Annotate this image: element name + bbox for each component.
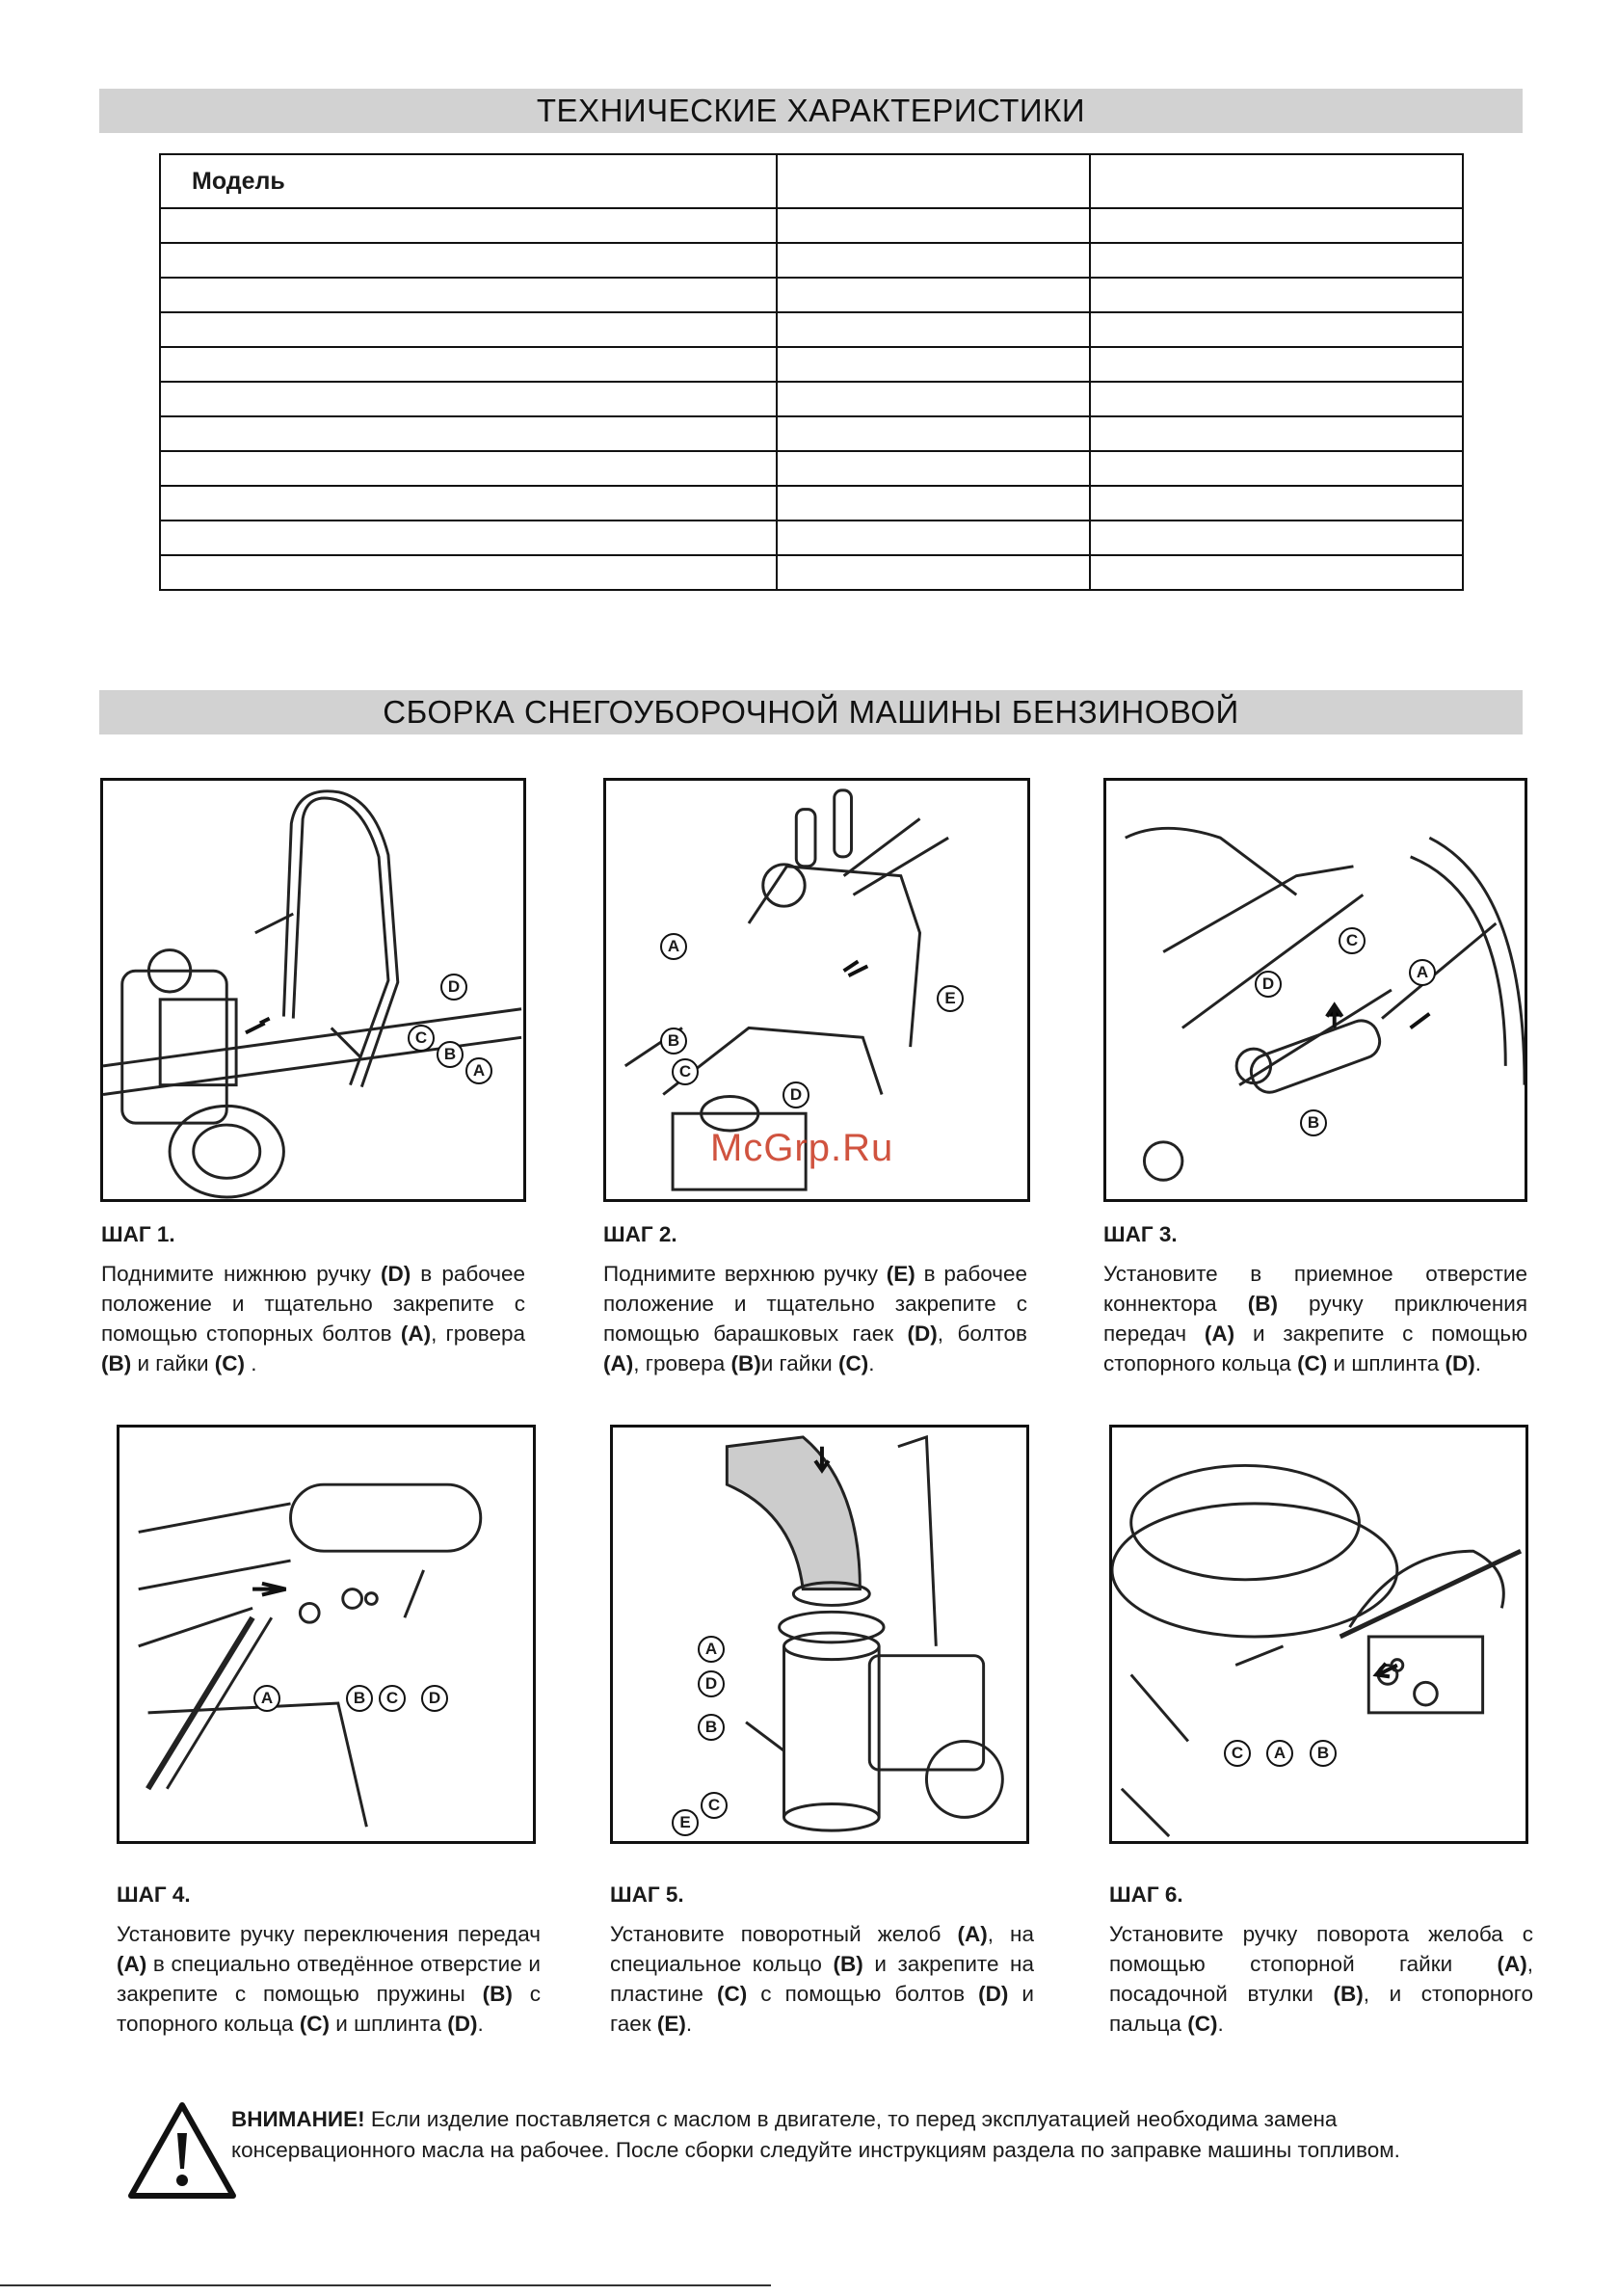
figure-step-5 bbox=[610, 1425, 1029, 1844]
figure-step-3 bbox=[1103, 778, 1527, 1202]
callout-label-a: A bbox=[660, 933, 687, 960]
part-ref: (С) bbox=[1297, 1351, 1328, 1375]
step-body bbox=[101, 1259, 525, 1378]
table-cell bbox=[160, 521, 777, 555]
part-ref: (D) bbox=[1445, 1351, 1475, 1375]
step-text-run: , гровера bbox=[633, 1351, 731, 1375]
figure-step-6 bbox=[1109, 1425, 1528, 1844]
part-ref: (С) bbox=[716, 1982, 748, 2006]
table-cell bbox=[160, 382, 777, 416]
step-text-run: в рабочее положение и тщательно закрепите с помощью барашковых гаек bbox=[603, 1262, 1028, 1346]
step-text-run: , болтов bbox=[937, 1322, 1027, 1346]
callout-label-a: A bbox=[1266, 1740, 1293, 1767]
step-body bbox=[1103, 1259, 1527, 1378]
callout-label-b: B bbox=[1310, 1740, 1337, 1767]
callout-label-b: B bbox=[698, 1714, 725, 1741]
table-row bbox=[160, 347, 1463, 382]
step-title: ШАГ 6. bbox=[1109, 1882, 1183, 1907]
step-text-run: . bbox=[1217, 2012, 1224, 2036]
table-cell bbox=[160, 243, 777, 278]
table-cell bbox=[777, 243, 1090, 278]
step-text-run: Установите ручку переключения передач bbox=[117, 1922, 541, 1946]
step-text-run: . bbox=[868, 1351, 875, 1375]
step-text-run: Поднимите нижнюю ручку bbox=[101, 1262, 381, 1286]
table-cell bbox=[1090, 278, 1463, 312]
callout-label-e: E bbox=[937, 985, 964, 1012]
step-text-run: и закрепите на пластине bbox=[610, 1952, 1034, 2006]
table-cell bbox=[1090, 555, 1463, 590]
table-cell bbox=[777, 154, 1090, 208]
step-text-run: и шплинта bbox=[330, 2012, 448, 2036]
part-ref: (В) bbox=[1247, 1292, 1278, 1316]
part-ref: (С) bbox=[299, 2012, 331, 2036]
step-text-run: Поднимите верхнюю ручку bbox=[603, 1262, 887, 1286]
part-ref: (В) bbox=[833, 1952, 863, 1976]
table-cell bbox=[777, 555, 1090, 590]
table-cell bbox=[777, 451, 1090, 486]
warning-triangle-icon bbox=[125, 2099, 239, 2201]
callout-label-b: B bbox=[660, 1028, 687, 1055]
table-cell bbox=[1090, 347, 1463, 382]
step-5-text bbox=[610, 1880, 1034, 2039]
part-ref: (А) bbox=[1497, 1952, 1527, 1976]
table-cell bbox=[160, 555, 777, 590]
step-text-run: , и стопорного пальца bbox=[1109, 1982, 1533, 2036]
table-cell bbox=[1090, 208, 1463, 243]
table-row bbox=[160, 243, 1463, 278]
figure-step-4 bbox=[117, 1425, 536, 1844]
table-cell bbox=[777, 312, 1090, 347]
illustration-gear-lever bbox=[1106, 781, 1525, 1199]
step-title: ШАГ 2. bbox=[603, 1222, 677, 1246]
step-title: ШАГ 3. bbox=[1103, 1222, 1178, 1246]
callout-label-b: B bbox=[346, 1685, 373, 1712]
part-ref: (В) bbox=[101, 1351, 132, 1375]
step-text-run: с топорного кольца bbox=[117, 1982, 541, 2036]
table-cell bbox=[777, 416, 1090, 451]
warning-body: Если изделие поставляется с маслом в двигателе, то перед эксплуатацией необходима замена консервационного масла на рабочее. После сборки следуйте инструкциям раздела по заправке машины топливом. bbox=[231, 2107, 1400, 2162]
step-text-run: . bbox=[477, 2012, 484, 2036]
illustration-chute-crank bbox=[1112, 1428, 1525, 1841]
step-4-text bbox=[117, 1880, 541, 2039]
step-6-text bbox=[1109, 1880, 1533, 2039]
part-ref: (А) bbox=[400, 1322, 432, 1346]
step-text-run: Установите ручку поворота желоба с помощью стопорной гайки bbox=[1109, 1922, 1533, 1976]
table-row bbox=[160, 555, 1463, 590]
callout-label-e: E bbox=[672, 1809, 699, 1836]
step-text-run: и шплинта bbox=[1327, 1351, 1446, 1375]
callout-label-a: A bbox=[1409, 959, 1436, 986]
callout-label-d: D bbox=[440, 974, 467, 1001]
step-title: ШАГ 5. bbox=[610, 1882, 684, 1907]
table-cell bbox=[777, 382, 1090, 416]
callout-label-a: A bbox=[698, 1636, 725, 1663]
part-ref: (А) bbox=[117, 1952, 147, 1976]
step-title: ШАГ 4. bbox=[117, 1882, 191, 1907]
footer-line bbox=[0, 2284, 771, 2286]
part-ref: (D) bbox=[907, 1322, 938, 1346]
step-3-text bbox=[1103, 1219, 1527, 1378]
table-cell bbox=[160, 208, 777, 243]
step-1-text bbox=[101, 1219, 525, 1378]
table-cell bbox=[777, 347, 1090, 382]
callout-label-c: C bbox=[1224, 1740, 1251, 1767]
table-row bbox=[160, 208, 1463, 243]
table-cell bbox=[1090, 382, 1463, 416]
step-text-run: с помощью болтов bbox=[747, 1982, 979, 2006]
section-title-specs: ТЕХНИЧЕСКИЕ ХАРАКТЕРИСТИКИ bbox=[99, 89, 1523, 133]
illustration-shift-rod bbox=[119, 1428, 533, 1841]
table-cell bbox=[777, 521, 1090, 555]
table-cell bbox=[1090, 154, 1463, 208]
callout-label-a: A bbox=[465, 1057, 492, 1084]
step-text-run: ручку приключения передач bbox=[1103, 1292, 1527, 1346]
table-cell bbox=[777, 486, 1090, 521]
table-cell bbox=[160, 312, 777, 347]
callout-label-b: B bbox=[437, 1041, 464, 1068]
table-cell bbox=[1090, 312, 1463, 347]
callout-label-c: C bbox=[672, 1058, 699, 1085]
callout-label-c: C bbox=[408, 1025, 435, 1052]
table-cell bbox=[777, 278, 1090, 312]
table-cell bbox=[1090, 243, 1463, 278]
table-cell bbox=[1090, 416, 1463, 451]
warning-text bbox=[231, 2104, 1523, 2166]
part-ref: (Е) bbox=[656, 2012, 686, 2036]
table-cell bbox=[1090, 486, 1463, 521]
part-ref: (А) bbox=[1204, 1322, 1235, 1346]
step-title: ШАГ 1. bbox=[101, 1222, 175, 1246]
callout-label-b: B bbox=[1300, 1109, 1327, 1136]
table-row bbox=[160, 278, 1463, 312]
step-text-run: . bbox=[1474, 1351, 1482, 1375]
callout-label-d: D bbox=[698, 1670, 725, 1697]
warning-label: ВНИМАНИЕ! bbox=[231, 2107, 365, 2131]
part-ref: (С) bbox=[837, 1351, 869, 1375]
callout-label-c: C bbox=[1339, 927, 1366, 954]
callout-label-d: D bbox=[1255, 971, 1282, 998]
table-cell bbox=[160, 451, 777, 486]
table-cell bbox=[160, 278, 777, 312]
step-2-text bbox=[603, 1219, 1027, 1378]
step-text-run: и закрепите с помощью стопорного кольца bbox=[1103, 1322, 1527, 1375]
step-text-run: , посадочной втулки bbox=[1109, 1952, 1533, 2006]
table-row bbox=[160, 451, 1463, 486]
table-cell bbox=[160, 486, 777, 521]
table-row bbox=[160, 382, 1463, 416]
step-text-run: в рабочее положение и тщательно закрепите с помощью стопорных болтов bbox=[101, 1262, 525, 1346]
callout-label-a: A bbox=[253, 1685, 280, 1712]
part-ref: (В) bbox=[1333, 1982, 1364, 2006]
step-text-run: Установите поворотный желоб bbox=[610, 1922, 958, 1946]
part-ref: (Е) bbox=[886, 1262, 915, 1286]
part-ref: (С) bbox=[214, 1351, 245, 1375]
callout-label-c: C bbox=[379, 1685, 406, 1712]
step-text-run: в специально отведённое отверстие и закрепите с помощью пружины bbox=[117, 1952, 541, 2006]
table-cell bbox=[1090, 521, 1463, 555]
part-ref: (D) bbox=[978, 1982, 1009, 2006]
table-cell bbox=[160, 347, 777, 382]
part-ref: (D) bbox=[447, 2012, 478, 2036]
part-ref: (В) bbox=[482, 1982, 513, 2006]
table-cell bbox=[777, 208, 1090, 243]
callout-label-c: C bbox=[701, 1792, 728, 1819]
step-body bbox=[1109, 1919, 1533, 2039]
table-row bbox=[160, 312, 1463, 347]
part-ref: (А) bbox=[957, 1922, 988, 1946]
step-body bbox=[117, 1919, 541, 2039]
part-ref: (В) bbox=[730, 1351, 761, 1375]
step-text-run: и гаек bbox=[610, 1982, 1034, 2036]
spec-table bbox=[159, 153, 1464, 591]
step-body bbox=[610, 1919, 1034, 2039]
step-body bbox=[603, 1259, 1027, 1378]
step-text-run: и гайки bbox=[760, 1351, 838, 1375]
table-cell bbox=[160, 416, 777, 451]
step-text-run: . bbox=[685, 2012, 693, 2036]
table-cell bbox=[1090, 451, 1463, 486]
table-header-row bbox=[160, 154, 1463, 208]
table-cell: Модель bbox=[160, 154, 777, 208]
section-title-assembly: СБОРКА СНЕГОУБОРОЧНОЙ МАШИНЫ БЕНЗИНОВОЙ bbox=[99, 690, 1523, 734]
part-ref: (С) bbox=[1187, 2012, 1218, 2036]
step-text-run: , гровера bbox=[431, 1322, 525, 1346]
illustration-chute bbox=[613, 1428, 1026, 1841]
part-ref: (D) bbox=[380, 1262, 411, 1286]
table-row bbox=[160, 521, 1463, 555]
step-text-run: . bbox=[245, 1351, 257, 1375]
table-row bbox=[160, 416, 1463, 451]
step-text-run: Установите в приемное отверстие коннектора bbox=[1103, 1262, 1527, 1316]
part-ref: (А) bbox=[603, 1351, 634, 1375]
callout-label-d: D bbox=[421, 1685, 448, 1712]
callout-label-d: D bbox=[782, 1081, 809, 1108]
step-text-run: , на специальное кольцо bbox=[610, 1922, 1034, 1976]
watermark: McGrp.Ru bbox=[710, 1127, 894, 1169]
table-row bbox=[160, 486, 1463, 521]
step-text-run: и гайки bbox=[131, 1351, 215, 1375]
